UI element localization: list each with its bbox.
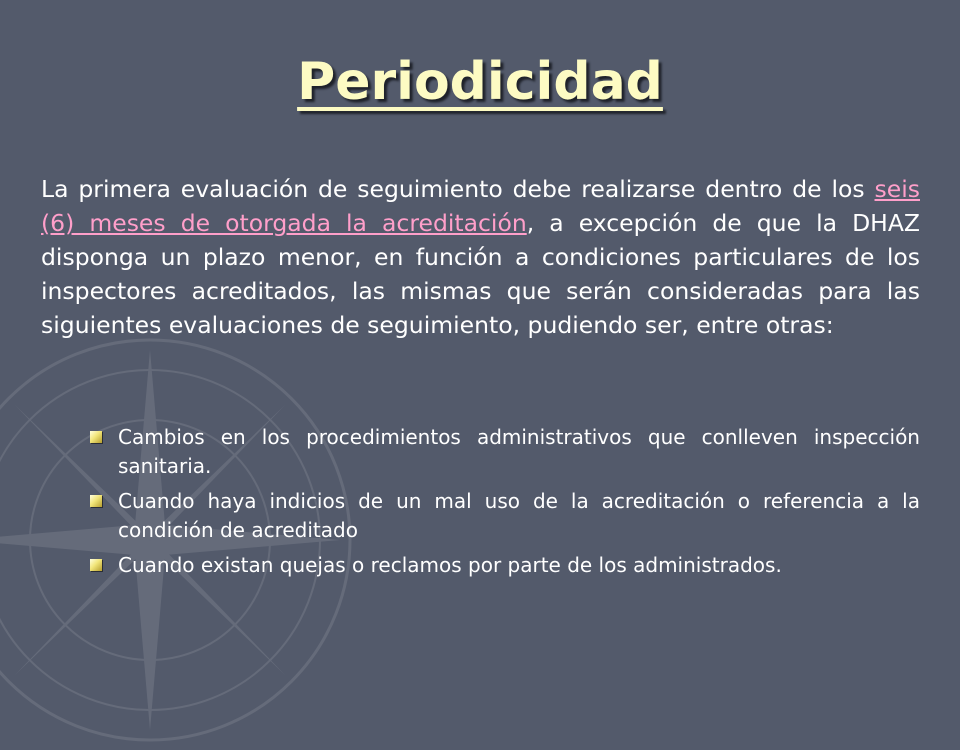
- list-item: [90, 551, 920, 580]
- paragraph-text-end: , a excepción de que la DHAZ disponga un plazo menor, en función a condiciones particulares de los inspectores acreditados, las mismas que serán consideradas para las siguientes evaluaciones de seguimiento, pudiendo ser, entre otras:: [41, 209, 921, 339]
- list-item-text: Cuando haya indicios de un mal uso de la acreditación o referencia a la condición de acreditado: [118, 489, 920, 542]
- conditions-list: [90, 423, 920, 586]
- intro-paragraph: [41, 172, 920, 342]
- square-bullet-icon: [90, 495, 102, 507]
- paragraph-text-start: La primera evaluación de seguimiento debe realizarse dentro de los: [41, 175, 875, 203]
- list-item-text: Cambios en los procedimientos administrativos que conlleven inspección sanitaria.: [118, 425, 920, 478]
- square-bullet-icon: [90, 431, 102, 443]
- list-item-text: Cuando existan quejas o reclamos por parte de los administrados.: [118, 553, 782, 577]
- title-container: [0, 52, 960, 112]
- slide-title: Periodicidad: [297, 52, 663, 112]
- square-bullet-icon: [90, 559, 102, 571]
- deadline-link[interactable]: seis (6) meses de otorgada la acreditación: [41, 175, 920, 237]
- list-item: [90, 487, 920, 545]
- list-item: [90, 423, 920, 481]
